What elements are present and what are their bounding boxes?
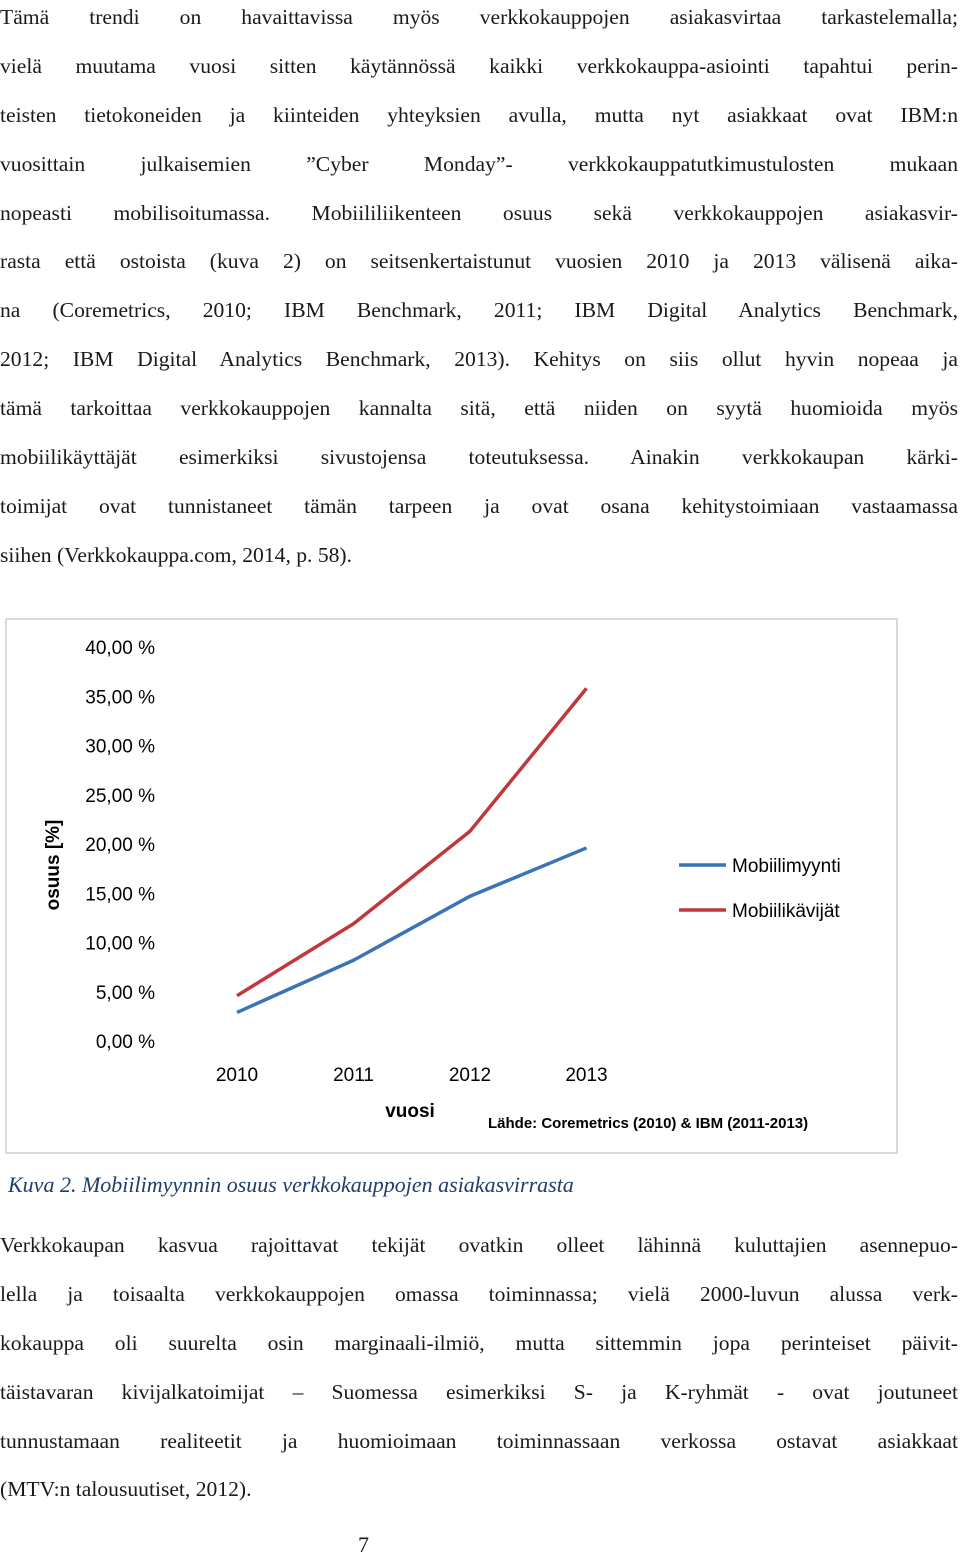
text-line: kokauppa oli suurelta osin marginaali-ilmiö, mutta sittemmin jopa perinteiset päivit- bbox=[0, 1330, 958, 1355]
text-line: (MTV:n talousuutiset, 2012). bbox=[0, 1477, 252, 1502]
text-line: tunnustamaan realiteetit ja huomioimaan toiminnassaan verkossa ostavat asiakkaat bbox=[0, 1428, 958, 1453]
series-line bbox=[237, 688, 587, 995]
text-line: rasta että ostoista (kuva 2) on seitsenkertaistunut vuosien 2010 ja 2013 välisenä aika- bbox=[0, 249, 958, 274]
y-tick-label: 35,00 % bbox=[85, 687, 155, 709]
y-tick-label: 30,00 % bbox=[85, 736, 155, 758]
text-line: vuosittain julkaisemien ”Cyber Monday”- verkkokauppatutkimustulosten mukaan bbox=[0, 151, 958, 176]
text-line: teisten tietokoneiden ja kiinteiden yhteyksien avulla, mutta nyt asiakkaat ovat IBM:n bbox=[0, 102, 958, 127]
y-tick-label: 15,00 % bbox=[85, 884, 155, 906]
line-chart bbox=[7, 620, 896, 1152]
y-tick-label: 10,00 % bbox=[85, 933, 155, 955]
x-axis-label: vuosi bbox=[385, 1101, 435, 1122]
figure-caption: Kuva 2. Mobiilimyynnin osuus verkkokauppojen asiakasvirrasta bbox=[8, 1172, 574, 1197]
text-line: Verkkokaupan kasvua rajoittavat tekijät ovatkin olleet lähinnä kuluttajien asennepuo- bbox=[0, 1233, 958, 1257]
source-note: Lähde: Coremetrics (2010) & IBM (2011-2013) bbox=[488, 1115, 809, 1132]
y-tick-label: 5,00 % bbox=[95, 982, 155, 1004]
x-tick-label: 2011 bbox=[333, 1065, 374, 1086]
y-tick-label: 25,00 % bbox=[85, 785, 155, 807]
y-axis-label: osuus [%] bbox=[43, 819, 64, 911]
y-tick-label: 20,00 % bbox=[85, 835, 155, 856]
page-number: 7 bbox=[358, 1532, 369, 1557]
legend-label: Mobiilimyynti bbox=[732, 856, 841, 877]
text-line: tämä tarkoittaa verkkokauppojen kannalta sitä, että niiden on syytä huomioida myös bbox=[0, 396, 958, 421]
text-line: siihen (Verkkokauppa.com, 2014, p. 58). bbox=[0, 542, 353, 567]
text-line: toimijat ovat tunnistaneet tämän tarpeen ja ovat osana kehitystoimiaan vastaamassa bbox=[0, 493, 958, 518]
y-tick-label: 40,00 % bbox=[85, 638, 155, 659]
chart-figure bbox=[5, 618, 898, 1154]
text-line: lella ja toisaalta verkkokauppojen omassa toiminnassa; vielä 2000-luvun alussa verk- bbox=[0, 1281, 958, 1306]
body-paragraph-1 bbox=[0, 0, 958, 580]
x-tick-label: 2013 bbox=[565, 1065, 608, 1086]
series-line bbox=[237, 848, 587, 1012]
x-tick-label: 2010 bbox=[215, 1065, 259, 1086]
x-tick-label: 2012 bbox=[448, 1065, 492, 1086]
text-line: nopeasti mobilisoitumassa. Mobiililiikenteen osuus sekä verkkokauppojen asiakasvir- bbox=[0, 200, 958, 225]
body-paragraph-2 bbox=[0, 1221, 958, 1514]
text-line: 2012; IBM Digital Analytics Benchmark, 2013). Kehitys on siis ollut hyvin nopeaa ja bbox=[0, 347, 958, 372]
text-line: na (Coremetrics, 2010; IBM Benchmark, 2011; IBM Digital Analytics Benchmark, bbox=[0, 298, 958, 323]
legend-label: Mobiilikävijät bbox=[732, 901, 840, 922]
text-line: täistavaran kivijalkatoimijat – Suomessa esimerkiksi S- ja K-ryhmät - ovat joutuneet bbox=[0, 1379, 958, 1404]
text-line: vielä muutama vuosi sitten käytännössä kaikki verkkokauppa-asiointi tapahtui perin- bbox=[0, 53, 958, 78]
text-line: Tämä trendi on havaittavissa myös verkkokauppojen asiakasvirtaa tarkastelemalla; bbox=[0, 5, 958, 29]
y-tick-label: 0,00 % bbox=[95, 1032, 155, 1053]
text-line: mobiilikäyttäjät esimerkiksi sivustojensa toteutuksessa. Ainakin verkkokaupan kärki- bbox=[0, 445, 958, 470]
